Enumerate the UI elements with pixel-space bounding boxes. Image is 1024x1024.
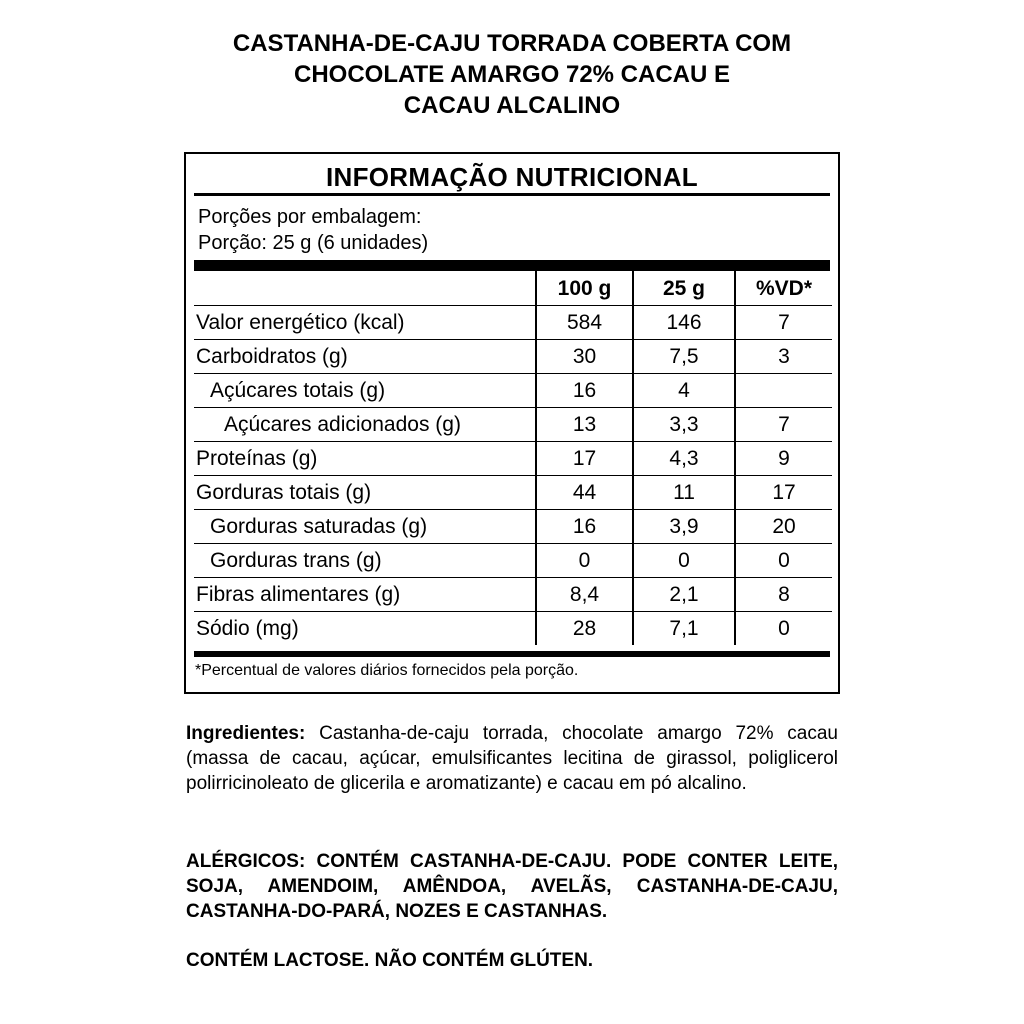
value-100g: 584: [536, 306, 633, 340]
product-title-line-2: CHOCOLATE AMARGO 72% CACAU E: [293, 61, 731, 88]
nutrition-facts-panel: [184, 152, 840, 694]
nutrition-heading: INFORMAÇÃO NUTRICIONAL: [325, 162, 698, 192]
nutrient-label: Açúcares adicionados (g): [194, 408, 536, 442]
value-vd: [735, 374, 832, 408]
table-row: [194, 578, 832, 612]
value-25g: 7,1: [633, 612, 735, 646]
table-row: [194, 442, 832, 476]
table-row: [194, 544, 832, 578]
column-header-nutrient: [194, 271, 536, 306]
daily-value-footnote: *Percentual de valores diários fornecidos pela porção.: [195, 662, 579, 679]
nutrient-label: Proteínas (g): [194, 442, 536, 476]
value-25g: 146: [633, 306, 735, 340]
nutrient-label: Gorduras totais (g): [194, 476, 536, 510]
allergens-warning: ALÉRGICOS: CONTÉM CASTANHA-DE-CAJU. PODE CONTER LEITE, SOJA, AMENDOIM, AMÊNDOA, AVELÃS, CASTANHA-DE-CAJU, CASTANHA-DO-PARÁ, NOZES E CASTANHAS.: [186, 851, 838, 922]
value-25g: 3,9: [633, 510, 735, 544]
nutrient-label: Fibras alimentares (g): [194, 578, 536, 612]
value-100g: 8,4: [536, 578, 633, 612]
column-header-100g: 100 g: [536, 271, 633, 306]
value-vd: 7: [735, 408, 832, 442]
nutrient-label: Sódio (mg): [194, 612, 536, 646]
lactose-gluten-statement: CONTÉM LACTOSE. NÃO CONTÉM GLÚTEN.: [186, 950, 594, 971]
value-25g: 4,3: [633, 442, 735, 476]
nutrition-table: [194, 271, 832, 645]
table-row: [194, 306, 832, 340]
value-100g: 30: [536, 340, 633, 374]
nutrient-label: Valor energético (kcal): [194, 306, 536, 340]
servings-per-package: Porções por embalagem:: [198, 206, 422, 228]
value-vd: 8: [735, 578, 832, 612]
value-vd: 20: [735, 510, 832, 544]
value-vd: 9: [735, 442, 832, 476]
value-25g: 11: [633, 476, 735, 510]
value-100g: 17: [536, 442, 633, 476]
nutrient-label: Gorduras saturadas (g): [194, 510, 536, 544]
divider-thick: [194, 260, 830, 271]
divider-bottom: [194, 651, 830, 657]
value-vd: 7: [735, 306, 832, 340]
ingredients-text: Castanha-de-caju torrada, chocolate amargo 72% cacau (massa de cacau, açúcar, emulsificantes lecitina de girassol, poliglicerol polirricinoleato de glicerila e aromatizante) e cacau em pó alcalino.: [186, 723, 838, 794]
column-header-vd: %VD*: [735, 271, 832, 306]
ingredients-label: Ingredientes:: [186, 723, 306, 744]
table-header-row: [194, 271, 832, 306]
value-100g: 16: [536, 374, 633, 408]
value-100g: 44: [536, 476, 633, 510]
table-row: [194, 340, 832, 374]
table-row: [194, 374, 832, 408]
value-100g: 0: [536, 544, 633, 578]
value-vd: 0: [735, 544, 832, 578]
value-100g: 16: [536, 510, 633, 544]
value-25g: 2,1: [633, 578, 735, 612]
value-vd: 0: [735, 612, 832, 646]
product-title-line-3: CACAU ALCALINO: [403, 92, 621, 119]
nutrient-label: Açúcares totais (g): [194, 374, 536, 408]
value-100g: 13: [536, 408, 633, 442]
table-row: [194, 408, 832, 442]
value-25g: 7,5: [633, 340, 735, 374]
value-25g: 0: [633, 544, 735, 578]
value-vd: 3: [735, 340, 832, 374]
value-vd: 17: [735, 476, 832, 510]
nutrient-label: Gorduras trans (g): [194, 544, 536, 578]
product-title: [0, 28, 1024, 121]
ingredients-paragraph: [186, 721, 838, 796]
serving-info: [198, 204, 428, 256]
value-100g: 28: [536, 612, 633, 646]
table-row: [194, 476, 832, 510]
table-row: [194, 612, 832, 646]
column-header-25g: 25 g: [633, 271, 735, 306]
value-25g: 4: [633, 374, 735, 408]
product-title-line-1: CASTANHA-DE-CAJU TORRADA COBERTA COM: [232, 30, 792, 57]
table-row: [194, 510, 832, 544]
nutrient-label: Carboidratos (g): [194, 340, 536, 374]
serving-size: Porção: 25 g (6 unidades): [198, 232, 429, 254]
divider-thin: [194, 193, 830, 196]
value-25g: 3,3: [633, 408, 735, 442]
